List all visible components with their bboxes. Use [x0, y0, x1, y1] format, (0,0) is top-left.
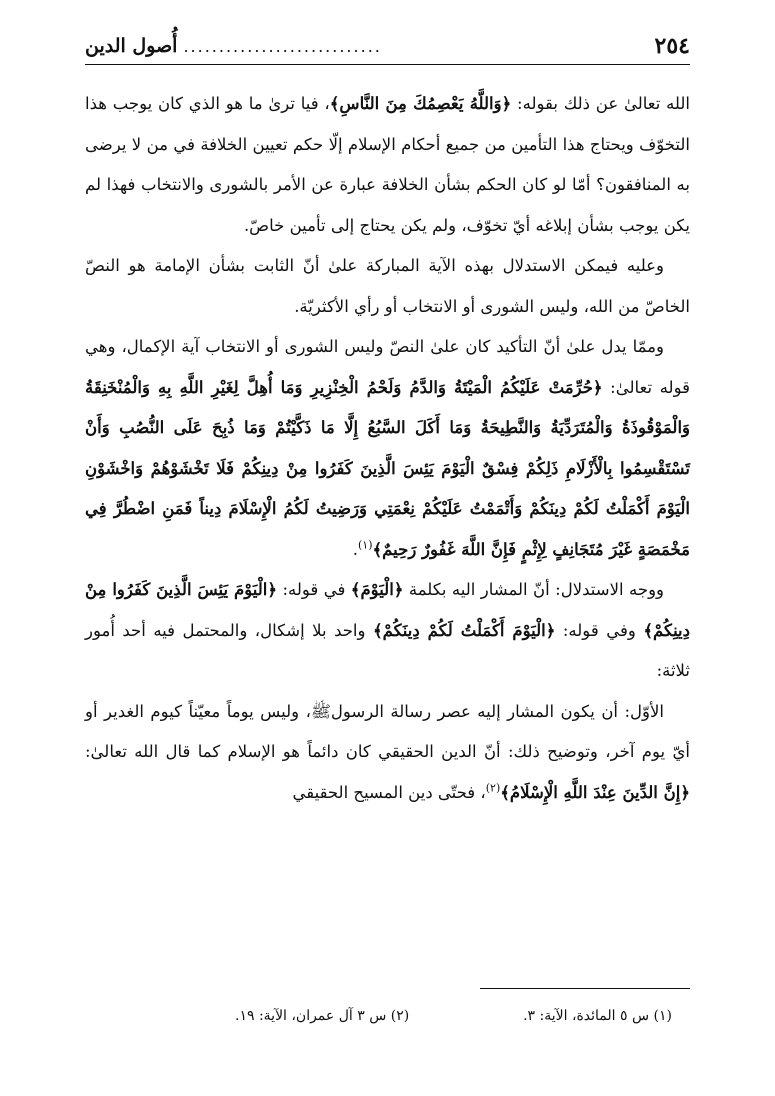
text-run: وممّا يدل علىٰ أنّ التأكيد كان علىٰ النصّ وليس الشورى أو الانتخاب آية الإكمال، وهي قوله تعالىٰ: [85, 337, 690, 397]
text-run: وفي قوله: [555, 620, 644, 640]
text-run: ووجه الاستدلال: أنّ المشار اليه بكلمة [403, 580, 665, 599]
paragraph-p3 [85, 327, 690, 570]
quran-quote: ﴿إِنَّ الدِّينَ عِنْدَ اللَّهِ الْإِسْلَامُ﴾ [500, 782, 690, 802]
body-text [85, 84, 690, 813]
footnote-marker: (١) [358, 538, 373, 551]
text-run: واحد بلا إشكال، والمحتمل فيه أحد أُمور ثلاثة: [85, 620, 690, 680]
paragraph-p1 [85, 84, 690, 246]
text-run: ، فيا ترىٰ ما هو الذي كان يوجب هذا التخوّف ويحتاج هذا التأمين من جميع أحكام الإسلام إلّا حكم تعيين الخلافة في من لا يرضى به المنافقون؟ أمّا لو كان الحكم بشأن الخلافة عبارة عن الأمر بالشورى والانتخاب فهذا لم يكن يوجب بشأن إبلاغه أيّ تخوّف، ولم يكن يحتاج إلى تأمين خاصّ. [85, 94, 690, 235]
text-run: . [352, 539, 358, 559]
footnote-1: (١) س ٥ المائدة، الآية: ٣. [523, 1008, 672, 1024]
paragraph-p5 [85, 692, 690, 814]
footnote-marker: (٢) [485, 781, 501, 794]
text-run: الأوّل: أن يكون المشار إليه عصر رسالة الرسولﷺ، وليس يوماً معيّناً كيوم الغدير أو أيّ يوم آخر، وتوضيح ذلك: أنّ الدين الحقيقي كان دائماً هو الإسلام كما قال الله تعالىٰ: [85, 701, 690, 761]
paragraph-p4 [85, 570, 690, 692]
page-number: ٢٥٤ [654, 33, 690, 59]
paragraph-p2 [85, 246, 690, 327]
running-title: أُصول الدين [85, 35, 178, 57]
running-title-group [85, 35, 382, 57]
text-run: وعليه فيمكن الاستدلال بهذه الآية المباركة علىٰ أنّ الثابت بشأن الإمامة هو النصّ الخاصّ من الله، وليس الشورى أو الانتخاب أو رأي الأكثريّة. [85, 256, 690, 316]
leader-dots: ............................ [183, 36, 382, 56]
text-run: في قوله: [277, 580, 351, 599]
quran-quote: ﴿الْيَوْمَ﴾ [350, 580, 404, 599]
quran-quote: ﴿حُرِّمَتْ عَلَيْكُمُ الْمَيْتَةُ وَالدَّمُ وَلَحْمُ الْخِنْزِيرِ وَمَا أُهِلَّ لِغَيْرِ اللَّهِ بِهِ وَالْمُنْخَنِقَةُ وَالْمَوْقُوذَةُ وَالْمُتَرَدِّيَةُ وَالنَّطِيحَةُ وَمَا أَكَلَ السَّبُعُ إِلَّا مَا ذَكَّيْتُمْ وَمَا ذُبِحَ عَلَى النُّصُبِ وَأَنْ تَسْتَقْسِمُوا بِالْأَزْلَامِ ذَلِكُمْ فِسْقٌ الْيَوْمَ يَئِسَ الَّذِينَ كَفَرُوا مِنْ دِينِكُمْ فَلَا تَخْشَوْهُمْ وَاخْشَوْنِ الْيَوْمَ أَكْمَلْتُ لَكُمْ دِينَكُمْ وَأَتْمَمْتُ عَلَيْكُمْ نِعْمَتِي وَرَضِيتُ لَكُمُ الْإِسْلَامَ دِيناً فَمَنِ اضْطُرَّ فِي مَخْمَصَةٍ غَيْرَ مُتَجَانِفٍ لِإِثْمٍ فَإِنَّ اللَّهَ غَفُورٌ رَحِيمٌ﴾ [85, 377, 690, 559]
text-run: الله تعالىٰ عن ذلك بقوله: [511, 94, 691, 113]
text-run: ، فحتّى دين المسيح الحقيقي [292, 782, 486, 802]
quran-quote: ﴿وَاللَّهُ يَعْصِمُكَ مِنَ النَّاسِ﴾ [329, 94, 512, 113]
quran-quote: ﴿الْيَوْمَ أَكْمَلْتُ لَكُمْ دِينَكُمْ﴾ [372, 620, 556, 640]
footnotes [85, 1008, 690, 1024]
page-header [85, 28, 690, 65]
footnote-2: (٢) س ٣ آل عمران، الآية: ١٩. [235, 1008, 410, 1024]
footnote-separator [480, 988, 690, 989]
quran-quote: ﴿الْيَوْمَ يَئِسَ الَّذِينَ كَفَرُوا مِنْ دِينِكُمْ﴾ [85, 580, 690, 640]
